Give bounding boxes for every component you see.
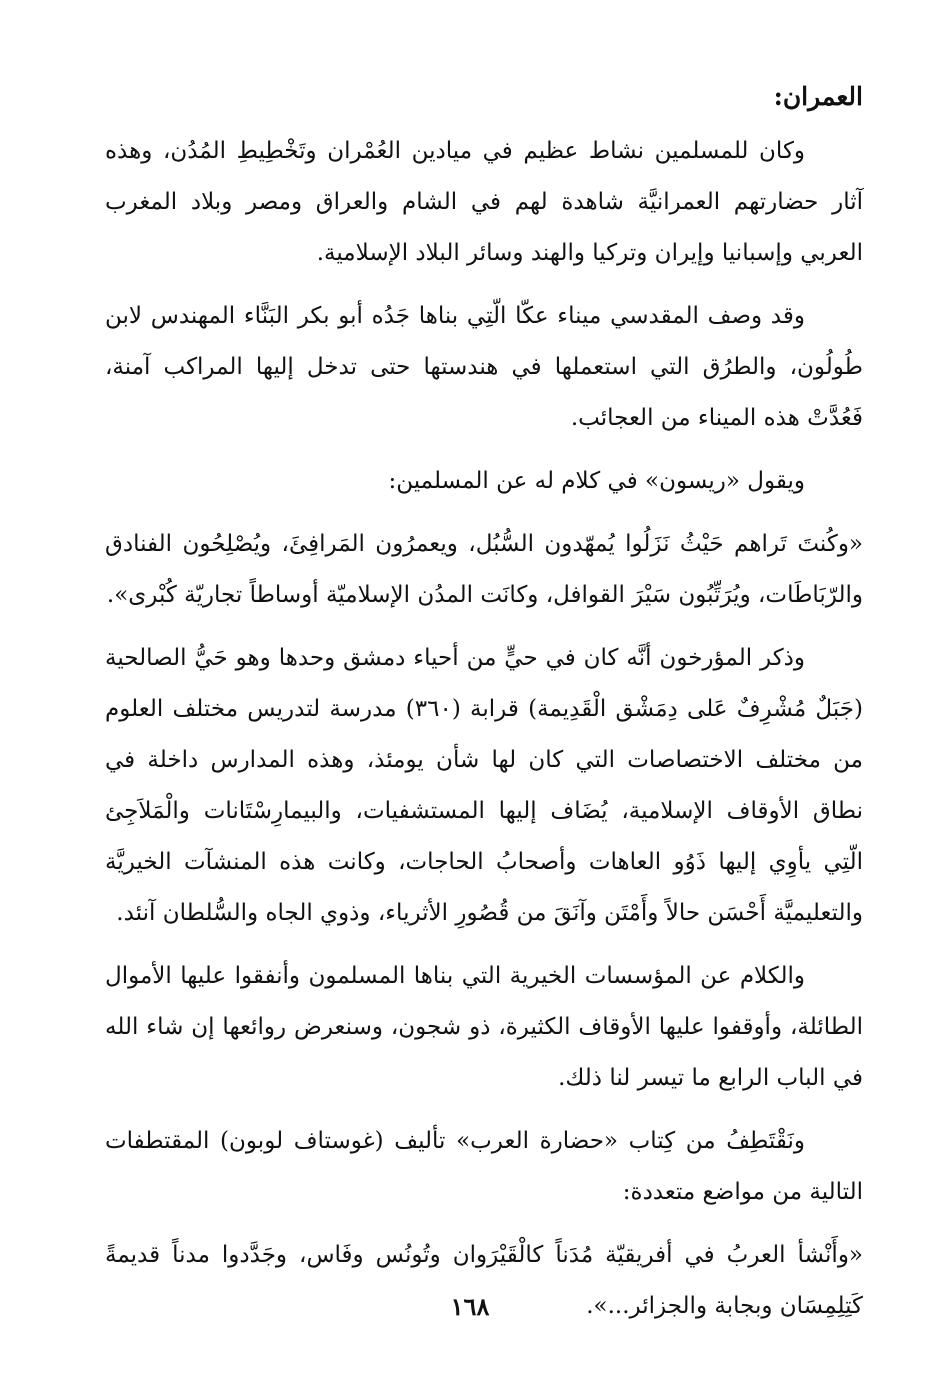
paragraph-charitable-institutions: والكلام عن المؤسسات الخيرية التي بناها المسلمون وأنفقوا عليها الأموال الطائلة، وأوقفوا عليها الأوقاف الكثيرة، ذو شجون، وسنعرض روائعها إن شاء الله في الباب الرابع ما تيسر لنا ذلك. bbox=[105, 963, 863, 1091]
paragraph-quote: «وكُنتَ تَراهم حَيْثُ نَزَلُوا يُمهّدون السُّبُل، ويعمرُون المَرافِئَ، ويُصْلِحُون الفنادق والرّبَاطَات، ويُرَتِّبُون سَيْرَ القوافل، وكانَت المدُن الإسلاميّة أوساطاً تجاريّة كُبْرى». bbox=[105, 531, 863, 608]
page-body bbox=[105, 72, 863, 1344]
paragraph-urbanism: وكان للمسلمين نشاط عظيم في ميادين العُمْران وتَخْطِيطِ المُدُن، وهذه آثار حضارتهم العمرانيَّة شاهدة لهم في الشام والعراق ومصر وبلاد المغرب العربي وإسبانيا وإيران وتركيا والهند وسائر البلاد الإسلامية. bbox=[105, 138, 863, 266]
section-heading: العمران: bbox=[773, 82, 863, 111]
paragraph-book-excerpt: «وأَنْشأ العربُ في أفريقيّة مُدَناً كالْقَيْرَوان وتُونُس وفَاس، وجَدَّدوا مدناً قديمةً كَتِلِمِسَان وبجابة والجزائر...». bbox=[105, 1242, 863, 1319]
page-number: ١٦٨ bbox=[450, 1292, 490, 1321]
paragraph-book-excerpt-intro: ونَقْتَطِفُ من كِتاب «حضارة العرب» تأليف (غوستاف لوبون) المقتطفات التالية من مواضع متعددة: bbox=[105, 1128, 863, 1205]
paragraph-damascus-schools: وذكر المؤرخون أنَّه كان في حيٍّ من أحياء دمشق وحدها وهو حَيُّ الصالحية (جَبَلٌ مُشْرِفٌ عَلى دِمَشْق الْقَدِيمة) قرابة (٣٦٠) مدرسة لتدريس مختلف العلوم من مختلف الاختصاصات التي كان لها شأن يومئذ، وهذه المدارس داخلة في نطاق الأوقاف الإسلامية، يُضَاف إليها المستشفيات، والبيمارِسْتَانات والْمَلاَجِئ الّتِي يأوِي إليها ذَوُو العاهات وأصحابُ الحاجات، وكانت هذه المنشآت الخيريَّة والتعليميَّة أَحْسَن حالاً وأَمْتَن وآنَقَ من قُصُورِ الأثرياء، وذوي الجاه والسُّلطان آنئد. bbox=[105, 645, 863, 926]
paragraph-acre-port: وقد وصف المقدسي ميناء عكّا الّتِي بناها جَدُه أبو بكر البَنَّاء المهندس لابن طُولُون، والطرُق التي استعملها في هندستها حتى تدخل إليها المراكب آمنة، فَعُدَّتْ هذه الميناء من العجائب. bbox=[105, 303, 863, 431]
paragraph-quote-intro: ويقول «ريسون» في كلام له عن المسلمين: bbox=[388, 468, 805, 494]
